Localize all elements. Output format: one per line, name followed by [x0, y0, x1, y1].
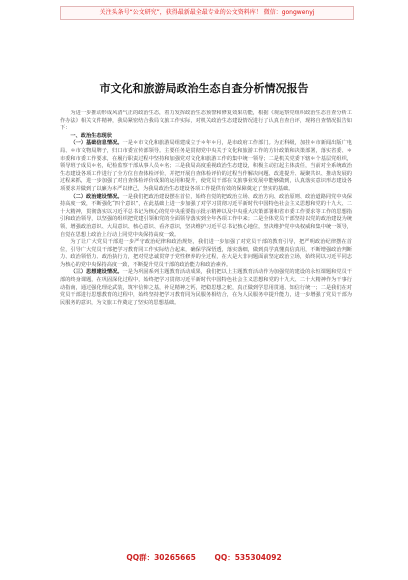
section-heading: 一、政治生态现状 [70, 132, 112, 139]
document-body [60, 110, 352, 540]
promo-banner: 关注头条号“公文研究”，获得最新最全最专业的公文资料库！ 微信：gongwenyj [60, 6, 354, 20]
footer-contacts [0, 552, 408, 563]
subsection-text: 一是我们把政治建设摆在首位，始终自觉的把政治立场、政治方向、政治原则、政治道路同党中央保持高度一致，不断强化“四个意识”，在此基础上进一步加强了对学习贯彻习近平新时代中国特色社会主义思想和党的十九大、二十大精神，贯彻落实以习近平总书记为核心的党中央重要指示批示精神以及中央重大决策部署和省市委工作要求等工作的思想指引和政治领导，以坚强的组织把党建引领和党的全面领导落实到全年各项工作中来；二是全体党员干部坚持以党的政治建设为统领，增强政治意识、大局意识、核心意识、看齐意识，坚决维护习近平总书记核心地位，坚决维护党中央权威和集中统一领导，自觉在思想上政治上行动上同党中央保持高度一致。 [60, 193, 352, 238]
subsection-text: 一是＊市文化和旅游局组建成立于＊年＊月，是市政府工作部门。为正科级，加挂＊市新闻出版广电局、＊市文物局牌子，归口市委宣传部领导。主要任务是贯彻党中央关于文化和旅游工作的方针政策和决策部署，落实省委、＊市委和市委工作要求，在履行职责过程中坚持和加强党对文化和旅游工作的集中统一领导；二是机关党委下辖＊个基层党组织，领导班子成员＊名，纪检监察干部从事人员＊名；三是我局高度重视政治生态建设，积极主动扛起主体责任，当前对全系统政治生态建设各项工作进行了全方位自查体检评价，并把开展自查体检评价的过程当作解决问题、改进提升、凝聚共识、推动发展的过程来抓，进一步加强了对自查体检评价成果的运用和提升，使党员干部在文旅事业发展中能够做到，认真落实意识形态建设各项要求并做到了以廉为本严以律己，为我局政治生态建设各项工作提供有效的保障奠定了坚实的基础。 [60, 140, 352, 192]
subsection-heading: （二）政治建设情况。 [70, 193, 123, 200]
subsection-text: 一是为巩固系列主题教育活动成果，我们把以上主题教育活动作为加强党的建设的永恒课题和党员干部的终身课题，在巩固深化过程中，始终把学习贯彻习近平新时代中国特色社会主义思想和党的十九大、二十大精神作为干事行动指南，通过强化理论武装，筑牢信仰之基，补足精神之钙，把稳思想之舵，真正做到学思用贯通、知信行统一；二是我们在对党员干部进行思想教育的过程中，始终坚持把学习教育同为民服务相结合，在为人民服务中提升能力，进一步增强了党员干部为民服务的意识，为文旅工作奠定了坚实的思想基础。 [60, 269, 352, 306]
subsection-heading: （三）思想建设情况。 [70, 269, 123, 276]
subsection-heading: （一）基础信息情况。 [70, 140, 123, 147]
qq-group-text: QQ群：30265665 [126, 553, 196, 562]
body-paragraph: 为进一步推动形成风清气正的政治生态，着力发挥政治生态预警和修复效果功能，根据《观运察党组织政治生态自查分析工作办法》相关文件精神，我局紧密结合我局文旅工作实际，对机关政治生态建设情况进行了认真自查自评，现将自查情况报告如下： [60, 110, 352, 132]
qq-number-text: QQ：535304092 [214, 553, 282, 562]
document-title: 市文化和旅游局政治生态自查分析情况报告 [99, 82, 309, 95]
body-paragraph: 为了让广大党员干部进一步严守政治纪律和政治规矩，我们进一步加强了对党员干部的教育引导，把严明政治纪律摆在首位，引导广大党员干部把学习教育同工作实际结合起来，确保学深悟透，落实落细，做到真学真懂真信真用，不断增强政治判断力、政治领悟力、政治执行力，把对党忠诚贯穿于党性修养的全过程，在大是大非问题面前坚定政治立场，始终同以习近平同志为核心的党中央保持高度一致，不断提升党员干部的政治能力和政治素养。 [60, 239, 352, 268]
subsection-paragraph [60, 269, 352, 307]
subsection-paragraph [60, 140, 352, 193]
subsection-paragraph [60, 194, 352, 240]
